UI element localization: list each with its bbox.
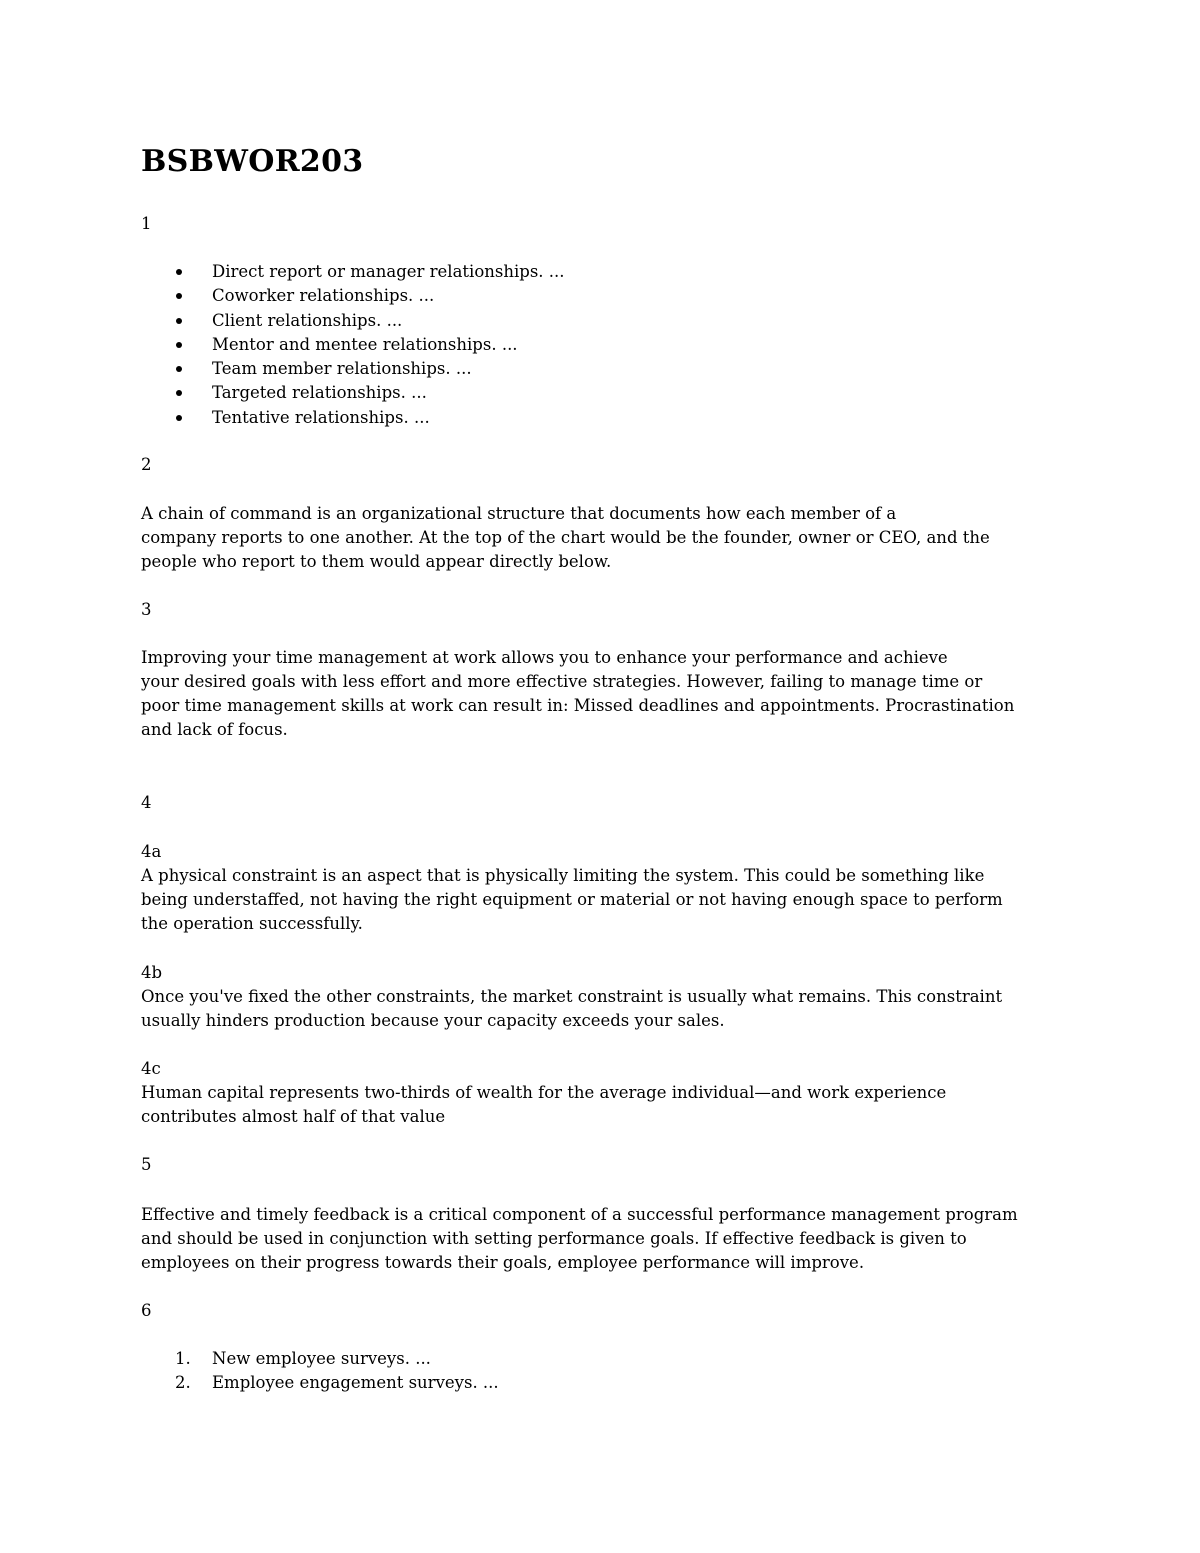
bullet-icon: [176, 318, 182, 324]
section-4-number: 4: [141, 793, 152, 812]
section-2-number: 2: [141, 455, 152, 474]
bullet-icon: [176, 293, 182, 299]
list-item: 2. Employee engagement surveys. ...: [175, 1373, 499, 1393]
section-4b-paragraph: Once you've fixed the other constraints, the market constraint is usually what remains. This constraint usually hinders production because your capacity exceeds your sales.: [141, 987, 1003, 1030]
bullet-icon: [176, 366, 182, 372]
section-1-number: 1: [141, 214, 152, 233]
bullet-icon: [176, 342, 182, 348]
list-item: 1. New employee surveys. ...: [175, 1349, 431, 1368]
list-item: Client relationships. ...: [141, 309, 565, 333]
section-2-paragraph: A chain of command is an organizational structure that documents how each member of a company reports to one another. At the top of the chart would be the founder, owner or CEO, and the people who report to them would appear directly below.: [141, 504, 990, 571]
list-item: Tentative relationships. ...: [141, 406, 565, 430]
list-item: Mentor and mentee relationships. ...: [141, 333, 565, 357]
bullet-icon: [176, 390, 182, 396]
section-6-numbered-list: [141, 1347, 499, 1396]
section-6-number: 6: [141, 1301, 152, 1320]
section-3-paragraph: Improving your time management at work allows you to enhance your performance and achieve your desired goals with less effort and more effective strategies. However, failing to manage time or poor time management skills at work can result in: Missed deadlines and appointments. Procrastination and lack of focus.: [141, 648, 1015, 739]
section-4b-label: 4b: [141, 963, 163, 982]
list-item: Targeted relationships. ...: [141, 381, 565, 405]
section-5-number: 5: [141, 1155, 152, 1174]
section-4a-paragraph: A physical constraint is an aspect that is physically limiting the system. This could be something like being understaffed, not having the right equipment or material or not having enough space to perform the operation successfully.: [141, 866, 1003, 933]
bullet-icon: [176, 269, 182, 275]
section-5-paragraph: Effective and timely feedback is a critical component of a successful performance management program and should be used in conjunction with setting performance goals. If effective feedback is given to employees on their progress towards their goals, employee performance will improve.: [141, 1205, 1018, 1272]
section-1-bullet-list: [141, 260, 565, 430]
list-item: Direct report or manager relationships. ...: [141, 260, 565, 284]
list-item: Team member relationships. ...: [141, 357, 565, 381]
section-4c-paragraph: Human capital represents two-thirds of wealth for the average individual—and work experience contributes almost half of that value: [141, 1083, 947, 1126]
section-4a-label: 4a: [141, 842, 162, 861]
bullet-icon: [176, 415, 182, 421]
section-4c-label: 4c: [141, 1059, 161, 1078]
section-3-number: 3: [141, 600, 152, 619]
list-item: Coworker relationships. ...: [141, 284, 565, 308]
document-title: BSBWOR203: [141, 144, 364, 179]
